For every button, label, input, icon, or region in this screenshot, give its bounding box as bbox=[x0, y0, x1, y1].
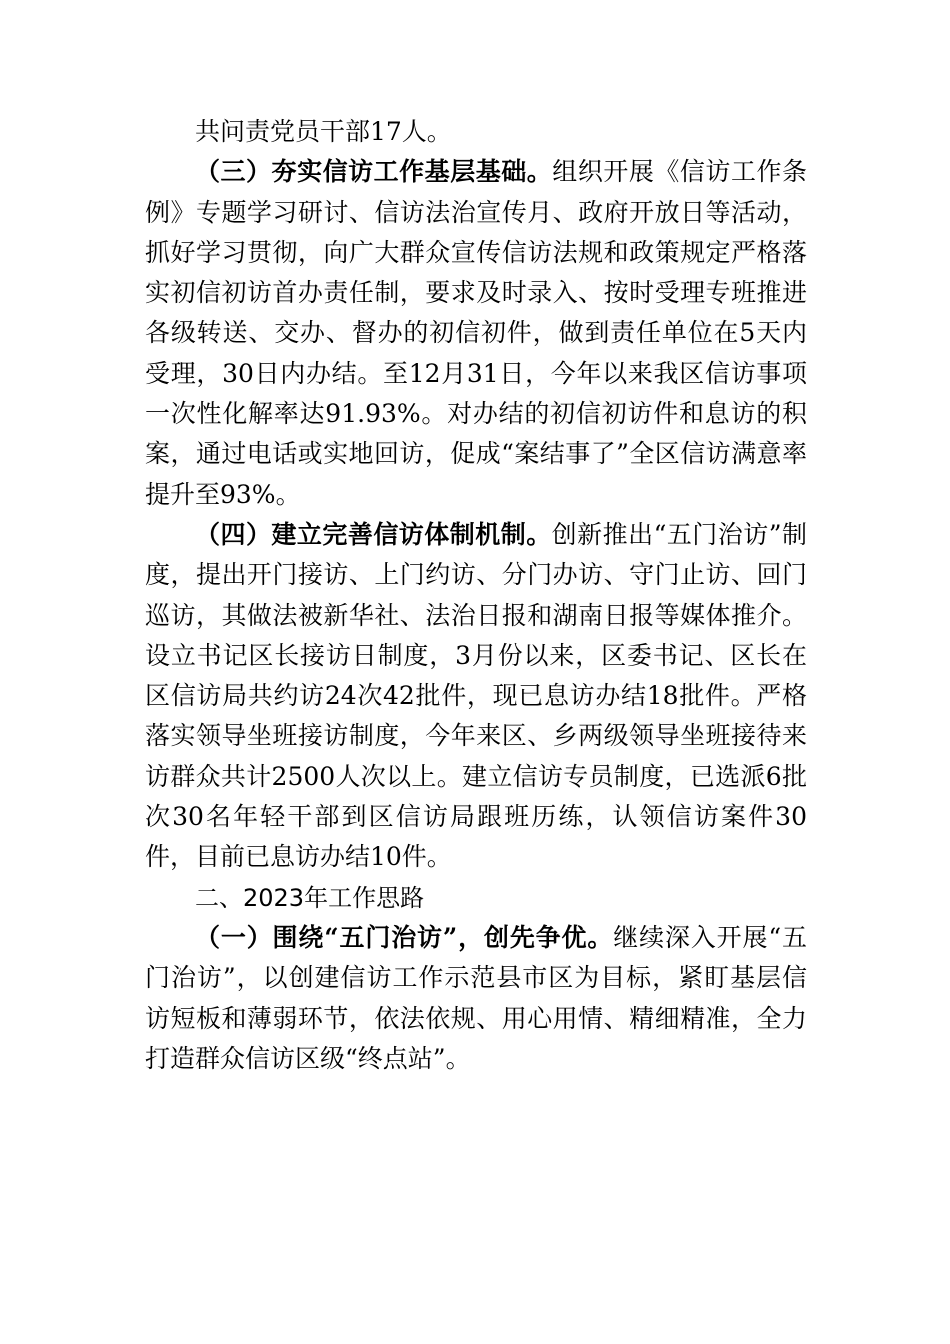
paragraph-body: 创新推出“五门治访”制度，提出开门接访、上门约访、分门办访、守门止访、回门巡访，其做法被新华社、法治日报和湖南日报等媒体推介。设立书记区长接访日制度，3月份以来，区委书记、区长在区信访局共约访24次42批件，现已息访办结18批件。严格落实领导坐班接访制度，今年来区、乡两级领导坐班接待来访群众共计2500人次以上。建立信访专员制度，已选派6批次30名年轻干部到区信访局跟班历练，认领信访案件30件，目前已息访办结10件。 bbox=[145, 519, 807, 872]
paragraph-lead: （三）夯实信访工作基层基础。 bbox=[195, 157, 553, 187]
paragraph-body: 继续深入开展“五门治访”，以创建信访工作示范县市区为目标，紧盯基层信访短板和薄弱环节，依法依规、用心用情、精细精准，全力打造群众信访区级“终点站”。 bbox=[145, 922, 807, 1073]
paragraph-lead: （一）围绕“五门治访”，创先争优。 bbox=[195, 922, 614, 952]
paragraph-lead: （四）建立完善信访体制机制。 bbox=[195, 519, 552, 549]
section-heading: 二、2023年工作思路 bbox=[195, 883, 425, 912]
paragraph-body: 组织开展《信访工作条例》专题学习研讨、信访法治宣传月、政府开放日等活动，抓好学习贯彻，向广大群众宣传信访法规和政策规定严格落实初信初访首办责任制，要求及时录入、按时受理专班推进各级转送、交办、督办的初信初件，做到责任单位在5天内受理，30日内办结。至12月31日，今年以来我区信访事项一次性化解率达91.93%。对办结的初信初访件和息访的积案，通过电话或实地回访，促成“案结事了”全区信访满意率提升至93%。 bbox=[145, 157, 807, 509]
document-page bbox=[145, 112, 807, 1079]
paragraph-mechanism bbox=[145, 515, 807, 878]
paragraph-grassroots-foundation bbox=[145, 152, 807, 515]
paragraph-five-doors bbox=[145, 918, 807, 1079]
paragraph-continuation: 共问责党员干部17人。 bbox=[195, 117, 452, 146]
